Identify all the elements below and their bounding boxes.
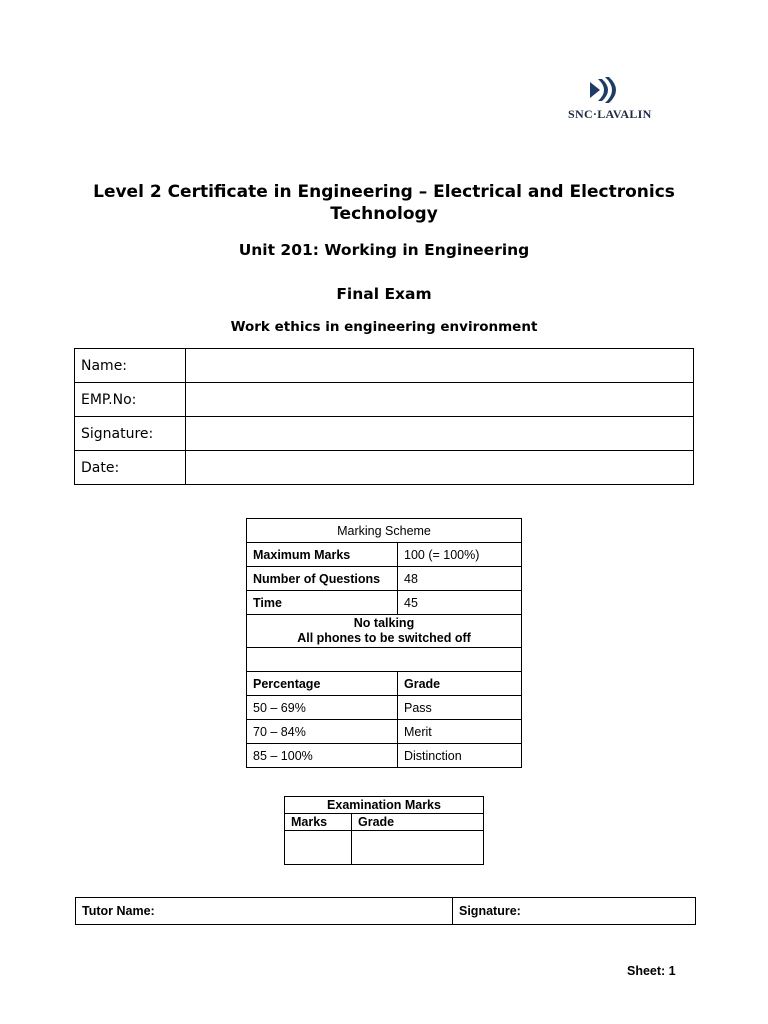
- scheme-value: 48: [398, 567, 522, 591]
- percentage-header: Percentage: [247, 672, 398, 696]
- scheme-value: 45: [398, 591, 522, 615]
- date-row: [75, 451, 694, 485]
- name-field[interactable]: [186, 349, 694, 383]
- company-logo: [568, 76, 668, 122]
- marking-scheme-table: [246, 518, 522, 768]
- rule-phones-off: All phones to be switched off: [297, 631, 471, 645]
- scheme-label: Maximum Marks: [247, 543, 398, 567]
- scheme-label: Time: [247, 591, 398, 615]
- grade-header: Grade: [352, 814, 484, 831]
- scheme-value: 100 (= 100%): [398, 543, 522, 567]
- scheme-row: [247, 567, 522, 591]
- grade-header-row: [247, 672, 522, 696]
- signature-row: [75, 417, 694, 451]
- grade-range: 85 – 100%: [247, 744, 398, 768]
- signature-label: Signature:: [75, 417, 186, 451]
- grade-field[interactable]: [352, 831, 484, 865]
- grade-row: [247, 696, 522, 720]
- exam-title: Final Exam: [336, 285, 432, 303]
- empty-row: [247, 648, 522, 672]
- grade-range: 50 – 69%: [247, 696, 398, 720]
- emp-field[interactable]: [186, 383, 694, 417]
- date-label: Date:: [75, 451, 186, 485]
- marking-scheme-heading: Marking Scheme: [247, 519, 522, 543]
- exam-rules-note: [247, 615, 522, 648]
- grade-name: Distinction: [398, 744, 522, 768]
- name-row: [75, 349, 694, 383]
- scheme-row: [247, 591, 522, 615]
- marks-header: Marks: [285, 814, 352, 831]
- examination-marks-heading: Examination Marks: [285, 797, 484, 814]
- grade-name: Merit: [398, 720, 522, 744]
- name-label: Name:: [75, 349, 186, 383]
- tutor-name-field[interactable]: [76, 898, 453, 925]
- scheme-label: Number of Questions: [247, 567, 398, 591]
- emp-row: [75, 383, 694, 417]
- tutor-name-label: Tutor Name:: [82, 904, 155, 918]
- grade-header: Grade: [398, 672, 522, 696]
- unit-title: Unit 201: Working in Engineering: [238, 241, 530, 259]
- grade-name: Pass: [398, 696, 522, 720]
- emp-label: EMP.No:: [75, 383, 186, 417]
- grade-row: [247, 720, 522, 744]
- grade-row: [247, 744, 522, 768]
- grade-range: 70 – 84%: [247, 720, 398, 744]
- rule-no-talking: No talking: [353, 616, 415, 630]
- tutor-signature-field[interactable]: [453, 898, 696, 925]
- logo-text: SNC·LAVALIN: [568, 107, 652, 121]
- logo-chevrons-icon: [588, 76, 620, 104]
- signature-field[interactable]: [186, 417, 694, 451]
- tutor-table: [75, 897, 696, 925]
- tutor-signature-label: Signature:: [459, 904, 521, 918]
- scheme-row: [247, 543, 522, 567]
- examination-marks-table: [284, 796, 484, 865]
- sheet-number: Sheet: 1: [627, 964, 676, 978]
- date-field[interactable]: [186, 451, 694, 485]
- marks-field[interactable]: [285, 831, 352, 865]
- candidate-info-table: [74, 348, 694, 485]
- topic-title: Work ethics in engineering environment: [230, 319, 538, 335]
- document-title: Level 2 Certificate in Engineering – Electrical and Electronics Technology: [93, 182, 675, 224]
